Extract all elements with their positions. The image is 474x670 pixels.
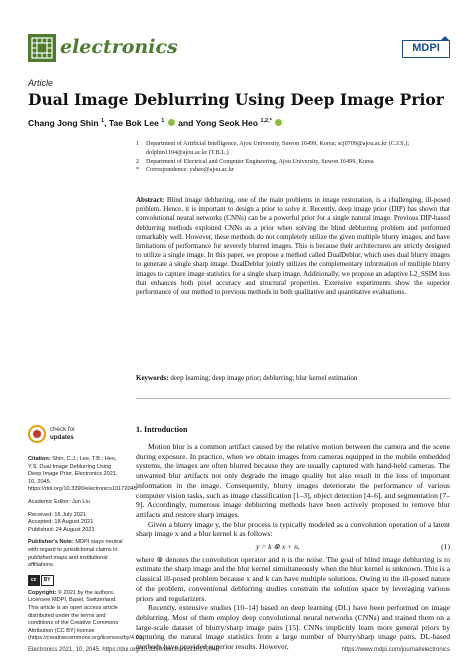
section-heading: 1. Introduction: [136, 425, 188, 434]
author-name[interactable]: Yong Seok Heo: [195, 118, 259, 128]
paragraph: where ⊗ denotes the convolution operator and n is the noise. The goal of blind image deblurring is to estimate the sharp image and the blur kernel simultaneously when the blur kernel is unknown. This is a classical ill-posed problem because x and k can have multiple solutions. Owing to the ill-posed nature of the problem, conventional deblurring studies constrain the solution space by leveraging various priors and regularizers.: [136, 554, 450, 603]
footer-citation[interactable]: Electronics 2021, 10, 2045. https://doi.org/10.3390/electronics10172045: [28, 647, 220, 653]
author-name[interactable]: Chang Jong Shin: [28, 118, 99, 128]
academic-editor: Academic Editor: Jun Liu: [28, 498, 90, 505]
paragraph: Given a blurry image y, the blur process is typically modeled as a convolution operation of a latent sharp image x and a blur kernel k as follows:: [136, 519, 450, 539]
author-name[interactable]: Tae Bok Lee: [108, 118, 159, 128]
keywords-label: Keywords:: [136, 374, 169, 382]
orcid-icon[interactable]: [275, 119, 282, 126]
footer-journal-link[interactable]: https://www.mdpi.com/journal/electronics: [341, 647, 450, 653]
citation: Citation: Shin, C.J.; Lee, T.B.; Heo, Y.S. Dual Image Deblurring Using Deep Image Prior. Electronics 2021, 10, 2045. https://doi.org/10.3390/electronics10172045: [28, 456, 137, 493]
orcid-icon[interactable]: [168, 119, 175, 126]
author-affil-mark: 1,2,*: [260, 118, 272, 125]
abstract-label: Abstract:: [136, 196, 165, 204]
affiliation-item: 1 Department of Artificial Intelligence, Ajou University, Suwon 16499, Korea; scj0709@ajou.ac.kr (C.J.S.); dolphin1104@ajou.ac.kr (T.B.L.): [136, 140, 410, 156]
affiliation-item: * Correspondence: ysheo@ajou.ac.kr: [136, 166, 234, 174]
abstract-text: Blind image deblurring, one of the main problems in image restoration, is a challenging, ill-posed problem. Hence, it is important to design a prior to solve it. Recently, deep image prior (DIP) has shown that convolutional neural networks (CNNs) can be a powerful prior for a single natural image. Previous DIP-based deblurring methods exploited CNNs as a prior when solving the blind deblurring problem and performed remarkably well. However, these methods do not completely utilize the given multiple blurry images, and have limitations of performance for severely blurred images. This is because their architectures are strictly designed to utilize a single image. In this paper, we propose a method called DualDeblur, which uses dual blurry images to generate a single sharp image. DualDeblur jointly utilizes the complementary information of multiple blurry images to capture image statistics for a single sharp image. Additionally, we propose an adaptive L2_SSIM loss that enhances both pixel accuracy and structural properties. Extensive experiments show the superior performance of our method to previous methods in both qualitative and quantitative evaluations.: [136, 196, 451, 297]
paragraph: Recently, extensive studies [10–14] based on deep learning (DL) have been performed on image deblurring. Most of them employ deep convolutional neural networks (CNNs) and trained them on a large-scale dataset of blurry/sharp image pairs [15]. CNNs implicitly learn more general priors by capturing the natural image statistics from a large number of blurry/sharp image pairs. DL-based methods have provided superior results. However,: [136, 603, 450, 652]
author-affil-mark: 1: [161, 118, 165, 125]
author-list: Chang Jong Shin $^1$, Tae Bok Lee $^1$ and Yong Seok Heo $^{1,2,*}$: [28, 118, 283, 128]
publisher-logo: MDPI: [402, 40, 450, 58]
copyright: Copyright: © 2021 by the authors. Licensee MDPI, Basel, Switzerland. This article is an open access article distributed under the terms and conditions of the Creative Commons Attribution (CC BY) license (https://creativecommons.org/licenses/by/4.0/).: [28, 589, 144, 642]
affiliations: [136, 140, 448, 175]
publisher-note: Publisher's Note: MDPI stays neutral with regard to jurisdictional claims in published maps and institutional affiliations.: [28, 539, 123, 569]
check-for-updates-button[interactable]: check for updates: [28, 423, 88, 449]
by-icon: BY: [41, 575, 54, 586]
equation-number: (1): [441, 542, 450, 552]
cc-license-badge[interactable]: [28, 575, 126, 586]
check-updates-icon: [28, 425, 46, 443]
journal-logo-icon: [28, 34, 56, 62]
accepted-date: Accepted: 18 August 2021: [28, 519, 94, 526]
received-date: Received: 16 July 2021: [28, 511, 87, 518]
published-date: Published: 24 August 2021: [28, 526, 95, 533]
journal-name: electronics: [60, 36, 178, 58]
article-type: Article: [28, 78, 54, 88]
affiliation-item: 2 Department of Electrical and Computer Engineering, Ajou University, Suwon 16499, Korea: [136, 157, 374, 165]
paragraph: Motion blur is a common artifact caused by the relative motion between the camera and the scene during exposure. In practice, when we obtain images from cameras equipped in the mobile embedded systems, the images are often blurred because they are usually captured with hand-held cameras. The unwanted blur artifacts not only degrade the image quality but also result in the loss of important information in the image. Consequently, blurry images deteriorate the performance of various computer vision tasks, such as image classification [1–3], object detection [4–6], and segmentation [7–9]. Accordingly, numerous image deblurring methods have been actively proposed to remove blur artifacts and restore sharp images.: [136, 442, 450, 519]
article-title: Dual Image Deblurring Using Deep Image Prior: [28, 90, 444, 109]
publisher-logo-mark-icon: [440, 36, 450, 41]
keywords-text: deep learning; deep image prior; deblurring; blur kernel estimation: [170, 374, 358, 382]
abstract: [136, 196, 450, 297]
page-footer: [28, 647, 450, 653]
cc-icon: cc: [28, 575, 40, 586]
equation: y = k ⊗ x + n, (1): [256, 542, 450, 552]
body-text: [136, 442, 450, 652]
article-info-sidebar: [28, 456, 144, 643]
author-affil-mark: 1: [101, 118, 105, 125]
divider: [136, 398, 450, 399]
keywords: [136, 374, 450, 383]
